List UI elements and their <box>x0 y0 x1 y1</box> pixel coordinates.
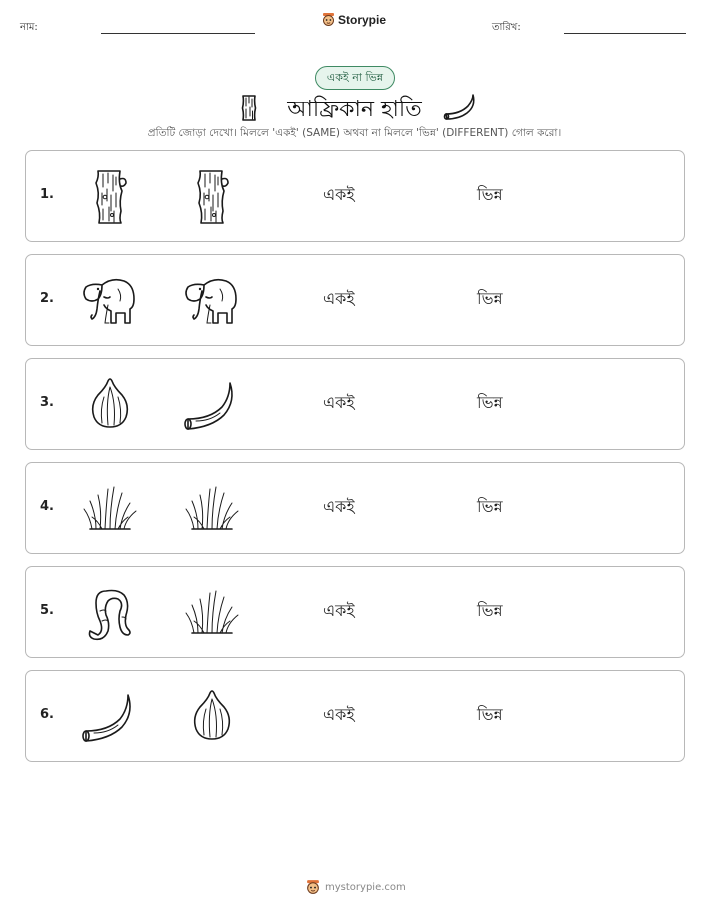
bark-icon <box>78 165 142 227</box>
tusk-icon <box>180 373 244 435</box>
question-row <box>25 566 685 658</box>
same-option[interactable]: একই <box>323 185 355 204</box>
same-option[interactable]: একই <box>323 393 355 412</box>
question-row <box>25 254 685 346</box>
different-option[interactable]: ভিন্ন <box>477 185 503 204</box>
date-label: তারিখ: <box>492 22 521 33</box>
page-title: আফ্রিকান হাতি <box>287 97 422 122</box>
brand <box>322 12 386 27</box>
fig-icon <box>78 373 142 435</box>
row-number: 1. <box>40 187 54 202</box>
different-option[interactable]: ভিন্ন <box>477 393 503 412</box>
row-number: 3. <box>40 395 54 410</box>
tusk-icon <box>78 685 142 747</box>
question-row <box>25 150 685 242</box>
storypie-mascot-icon <box>306 879 320 895</box>
date-field[interactable] <box>564 33 686 34</box>
tusk-icon <box>443 92 477 122</box>
row-number: 2. <box>40 291 54 306</box>
storypie-mascot-icon <box>322 12 335 27</box>
worksheet-type-badge: একই না ভিন্ন <box>315 66 395 90</box>
title-row <box>0 90 709 124</box>
name-field[interactable] <box>101 33 255 34</box>
question-row <box>25 670 685 762</box>
different-option[interactable]: ভিন্ন <box>477 705 503 724</box>
grass-icon <box>180 581 244 643</box>
bark-icon <box>180 165 244 227</box>
different-option[interactable]: ভিন্ন <box>477 289 503 308</box>
row-number: 6. <box>40 707 54 722</box>
footer-site-link[interactable]: mystorypie.com <box>325 881 406 893</box>
grass-icon <box>78 477 142 539</box>
grass-icon <box>180 477 244 539</box>
instructions: প্রতিটি জোড়া দেখো। মিললে 'একই' (SAME) অথবা না মিললে 'ভিন্ন' (DIFFERENT) গোল করো। <box>147 127 562 139</box>
elephant-trunk-icon <box>78 581 142 643</box>
elephant-icon <box>78 269 142 331</box>
fig-icon <box>180 685 244 747</box>
different-option[interactable]: ভিন্ন <box>477 497 503 516</box>
question-row <box>25 358 685 450</box>
footer <box>306 879 406 895</box>
same-option[interactable]: একই <box>323 601 355 620</box>
brand-name: Storypie <box>338 12 387 27</box>
elephant-icon <box>180 269 244 331</box>
same-option[interactable]: একই <box>323 705 355 724</box>
row-number: 4. <box>40 499 54 514</box>
name-label: নাম: <box>20 22 38 33</box>
same-option[interactable]: একই <box>323 497 355 516</box>
different-option[interactable]: ভিন্ন <box>477 601 503 620</box>
row-number: 5. <box>40 603 54 618</box>
question-row <box>25 462 685 554</box>
same-option[interactable]: একই <box>323 289 355 308</box>
